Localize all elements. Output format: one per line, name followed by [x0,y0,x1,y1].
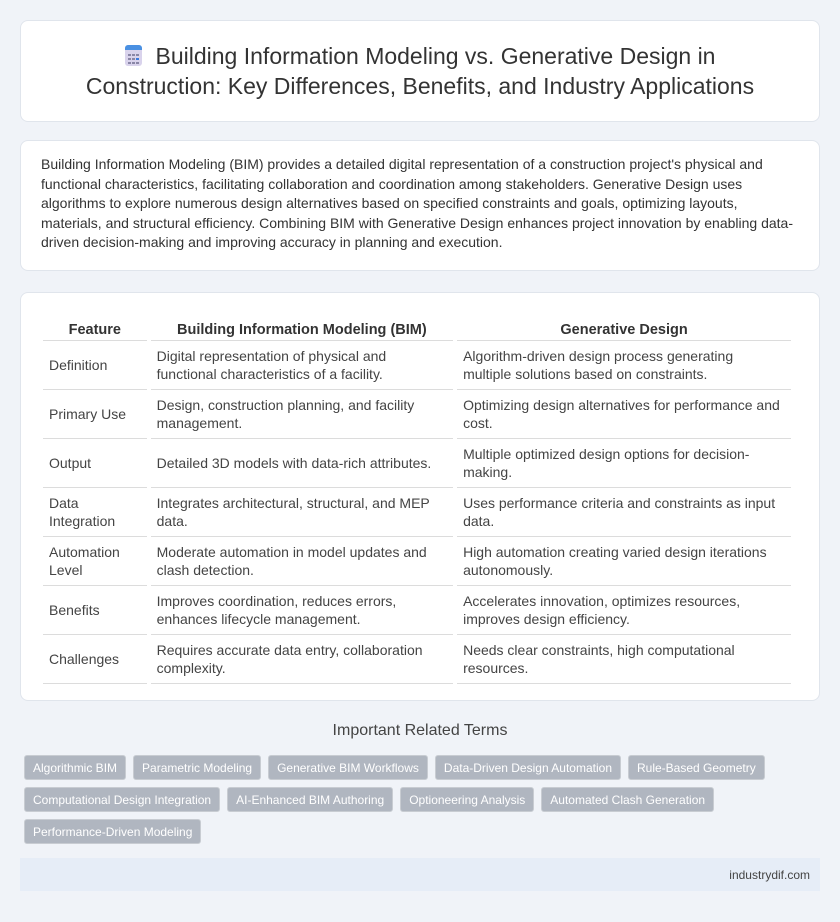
table-row [43,488,791,537]
page-title [21,41,819,101]
term-tag[interactable]: Algorithmic BIM [24,755,126,780]
term-tag[interactable]: Performance-Driven Modeling [24,819,201,844]
generative-cell: High automation creating varied design iterations autonomously. [457,537,791,586]
table-row [43,635,791,684]
bim-cell: Detailed 3D models with data-rich attributes. [151,439,453,488]
feature-cell: Challenges [43,635,147,684]
related-terms-title: Important Related Terms [332,722,508,739]
header-generative-design: Generative Design [457,311,791,341]
bim-cell: Digital representation of physical and functional characteristics of a facility. [151,341,453,390]
table-row [43,341,791,390]
header-card [20,20,820,122]
term-tag[interactable]: Parametric Modeling [133,755,261,780]
feature-cell: Definition [43,341,147,390]
generative-cell: Accelerates innovation, optimizes resources, improves design efficiency. [457,586,791,635]
table-row [43,390,791,439]
bim-cell: Integrates architectural, structural, and MEP data. [151,488,453,537]
header-feature: Feature [43,311,147,341]
calendar-building-icon [125,45,142,66]
bim-cell: Design, construction planning, and facility management. [151,390,453,439]
footer [20,858,820,891]
term-tag[interactable]: Rule-Based Geometry [628,755,765,780]
generative-cell: Uses performance criteria and constraints as input data. [457,488,791,537]
term-tag[interactable]: Automated Clash Generation [541,787,714,812]
table-row [43,586,791,635]
term-tag[interactable]: Data-Driven Design Automation [435,755,621,780]
footer-site-link[interactable]: industrydif.com [729,867,810,882]
bim-cell: Requires accurate data entry, collaboration complexity. [151,635,453,684]
generative-cell: Optimizing design alternatives for performance and cost. [457,390,791,439]
comparison-table-card [20,292,820,701]
term-tag[interactable]: Computational Design Integration [24,787,220,812]
page-title-text: Building Information Modeling vs. Generative Design in Construction: Key Differences, Benefits, and Industry Applications [85,43,755,99]
feature-cell: Output [43,439,147,488]
table-row [43,537,791,586]
intro-card [20,140,820,271]
feature-cell: Automation Level [43,537,147,586]
bim-cell: Moderate automation in model updates and clash detection. [151,537,453,586]
term-tag[interactable]: AI-Enhanced BIM Authoring [227,787,393,812]
table-row [43,439,791,488]
term-tag[interactable]: Optioneering Analysis [400,787,534,812]
feature-cell: Benefits [43,586,147,635]
bim-cell: Improves coordination, reduces errors, enhances lifecycle management. [151,586,453,635]
feature-cell: Primary Use [43,390,147,439]
table-header-row [43,311,791,341]
generative-cell: Needs clear constraints, high computational resources. [457,635,791,684]
related-terms-list [24,755,804,844]
feature-cell: Data Integration [43,488,147,537]
intro-paragraph: Building Information Modeling (BIM) provides a detailed digital representation of a construction project's physical and functional characteristics, facilitating collaboration and coordination among stakeholders. Generative Design uses algorithms to explore numerous design alternatives based on specified constraints and goals, optimizing layouts, materials, and structural efficiency. Combining BIM with Generative Design enhances project innovation by enabling data-driven decision-making and improving accuracy in planning and execution. [41,156,793,250]
generative-cell: Multiple optimized design options for decision-making. [457,439,791,488]
generative-cell: Algorithm-driven design process generating multiple solutions based on constraints. [457,341,791,390]
term-tag[interactable]: Generative BIM Workflows [268,755,428,780]
comparison-table [39,311,795,684]
header-bim: Building Information Modeling (BIM) [151,311,453,341]
